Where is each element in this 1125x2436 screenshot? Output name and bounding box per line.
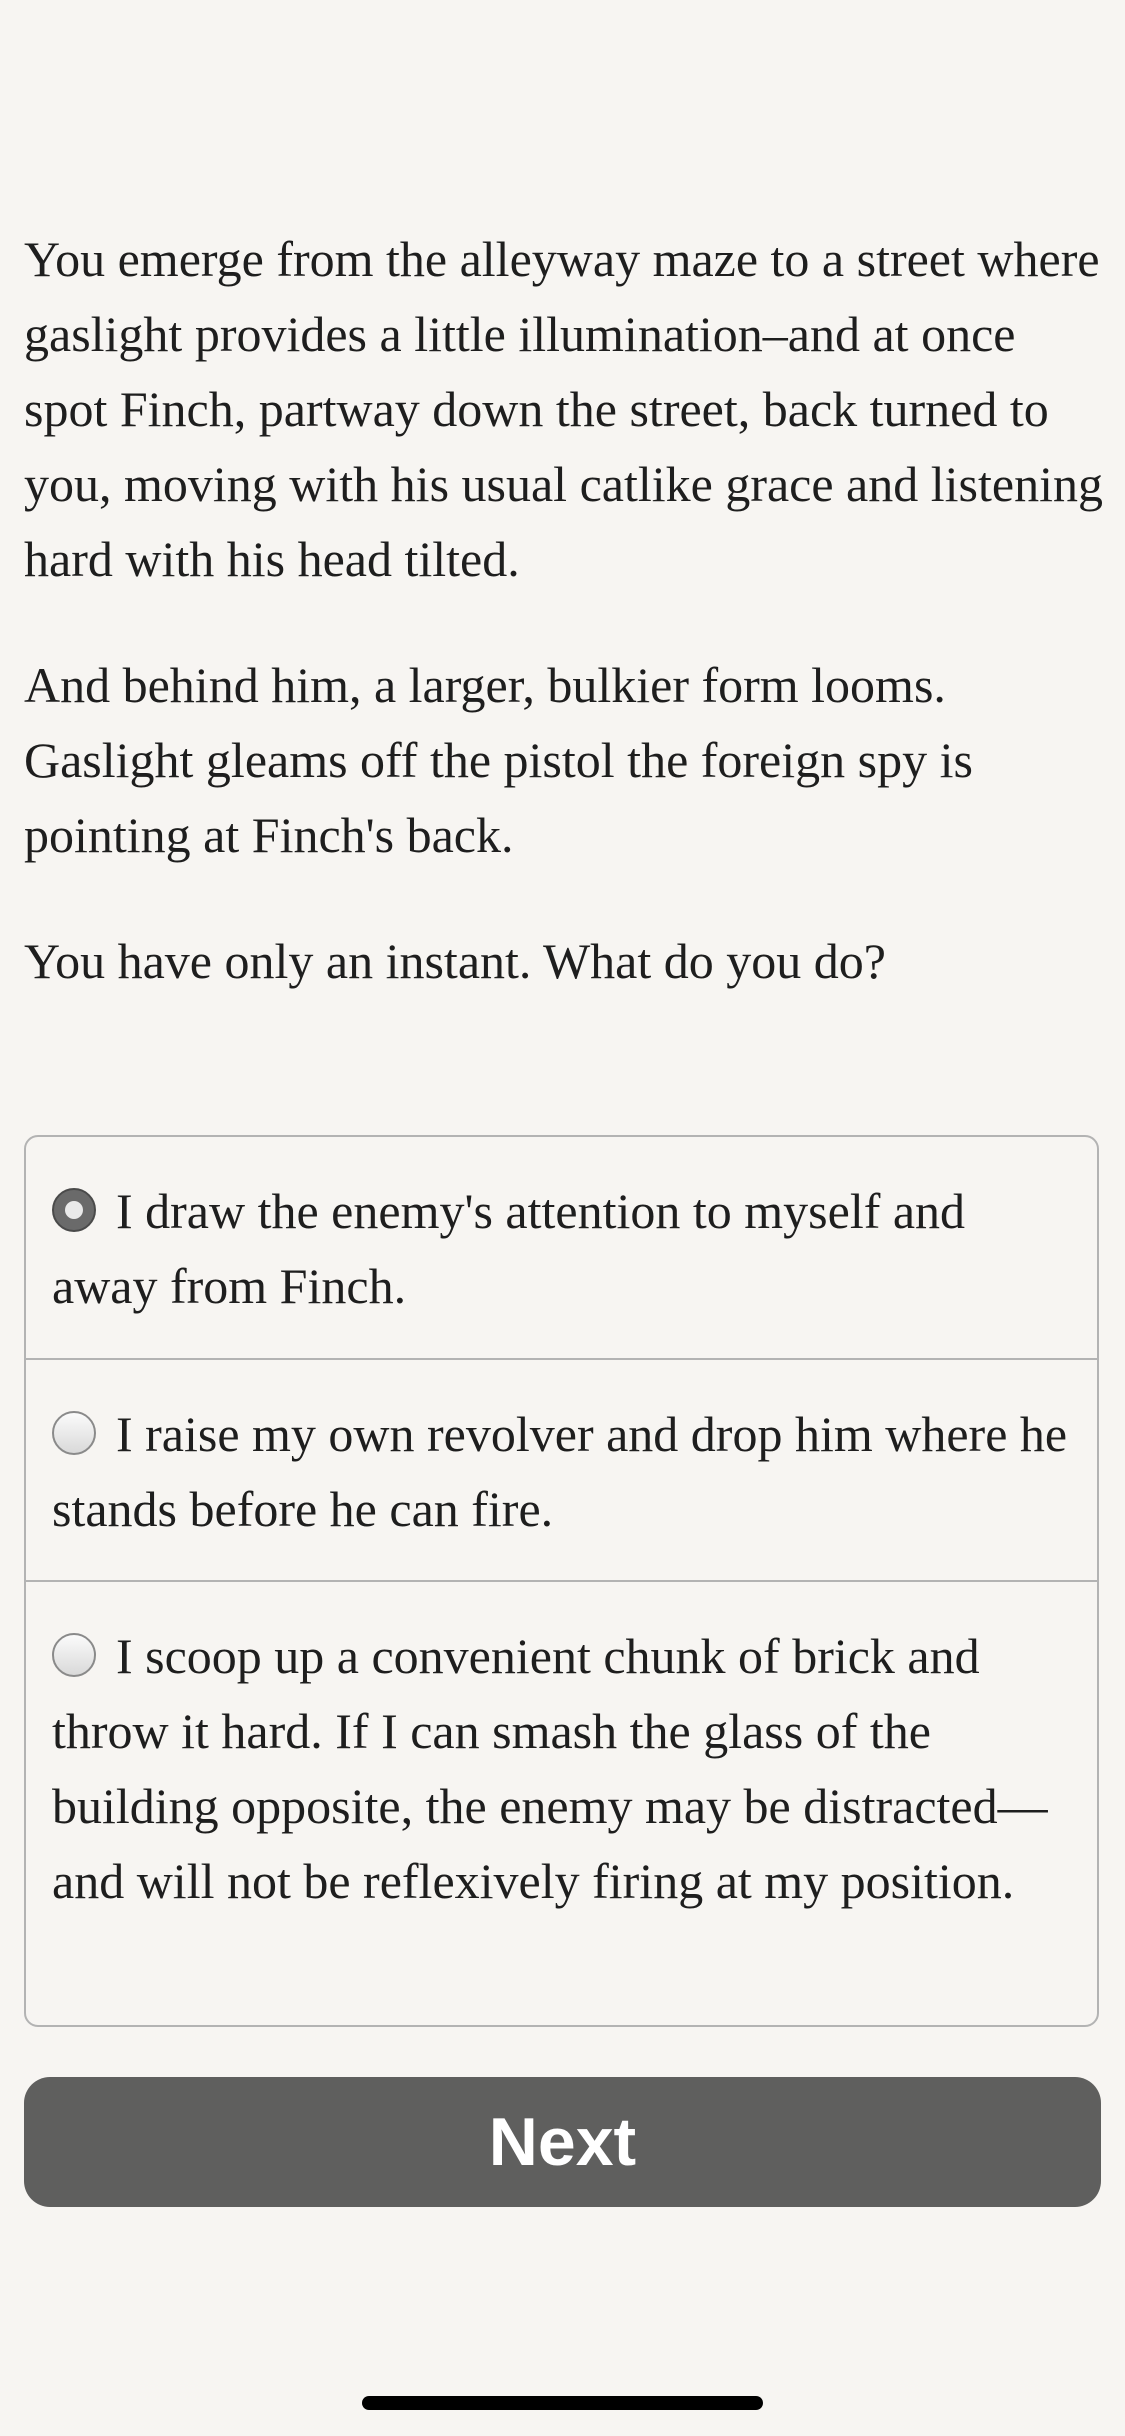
story-text bbox=[24, 222, 1104, 999]
choice-option-1[interactable] bbox=[26, 1137, 1097, 1358]
radio-selected-icon[interactable] bbox=[52, 1188, 96, 1232]
choice-label: I raise my own revolver and drop him where he stands before he can fire. bbox=[52, 1406, 1068, 1537]
choice-option-3[interactable] bbox=[26, 1580, 1097, 2025]
radio-unselected-icon[interactable] bbox=[52, 1633, 96, 1677]
next-button[interactable]: Next bbox=[24, 2077, 1101, 2207]
story-paragraph: You emerge from the alleyway maze to a street where gaslight provides a little illumination–and at once spot Finch, partway down the street, back turned to you, moving with his usual catlike grace and listening hard with his head tilted. bbox=[24, 231, 1103, 587]
choice-list bbox=[24, 1135, 1099, 2027]
radio-unselected-icon[interactable] bbox=[52, 1411, 96, 1455]
story-paragraph: You have only an instant. What do you do? bbox=[24, 933, 886, 989]
story-paragraph: And behind him, a larger, bulkier form looms. Gaslight gleams off the pistol the foreign spy is pointing at Finch's back. bbox=[24, 657, 973, 863]
home-indicator[interactable] bbox=[362, 2396, 763, 2410]
choice-option-2[interactable] bbox=[26, 1358, 1097, 1580]
choice-label: I draw the enemy's attention to myself and away from Finch. bbox=[52, 1183, 966, 1314]
choice-label: I scoop up a convenient chunk of brick and throw it hard. If I can smash the glass of the building opposite, the enemy may be distracted—and will not be reflexively firing at my position. bbox=[52, 1628, 1048, 1909]
